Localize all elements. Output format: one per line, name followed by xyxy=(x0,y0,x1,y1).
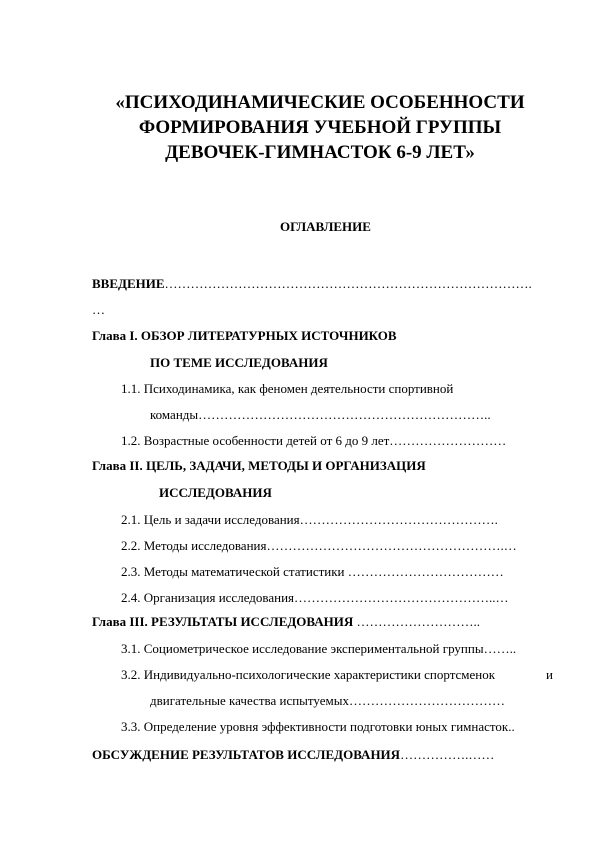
title-line-2: ФОРМИРОВАНИЯ УЧЕБНОЙ ГРУППЫ xyxy=(138,117,502,138)
toc-entry-label: ВВЕДЕНИЕ xyxy=(92,276,165,291)
toc-section-2-3: 2.3. Методы математической статистики ……………………………… xyxy=(121,564,504,579)
toc-discussion xyxy=(92,747,494,763)
toc-chapter-1-line-1: Глава I. ОБЗОР ЛИТЕРАТУРНЫХ ИСТОЧНИКОВ xyxy=(92,328,397,343)
toc-heading: ОГЛАВЛЕНИЕ xyxy=(280,219,371,234)
toc-leader-dots: …………………………………………………………………………. xyxy=(164,276,532,291)
toc-entry-introduction xyxy=(92,276,532,292)
toc-section-3-2-line-2: двигательные качества испытуемых……………………………… xyxy=(150,693,505,708)
toc-section-1-1-line-1: 1.1. Психодинамика, как феномен деятельности спортивной xyxy=(121,381,454,396)
toc-entry-label: Глава III. РЕЗУЛЬТАТЫ ИССЛЕДОВАНИЯ xyxy=(92,614,354,629)
title-line-3: ДЕВОЧЕК-ГИМНАСТОК 6-9 ЛЕТ» xyxy=(165,142,475,163)
toc-chapter-2-line-1: Глава II. ЦЕЛЬ, ЗАДАЧИ, МЕТОДЫ И ОРГАНИЗАЦИЯ xyxy=(92,458,426,473)
document-title xyxy=(60,90,580,165)
toc-section-2-4: 2.4. Организация исследования………………………………………..… xyxy=(121,590,509,605)
toc-section-3-2-conjunction: и xyxy=(546,667,553,682)
toc-chapter-1-line-2: ПО ТЕМЕ ИССЛЕДОВАНИЯ xyxy=(150,355,328,370)
toc-leader-dots: ……………………….. xyxy=(353,614,481,629)
title-line-1: «ПСИХОДИНАМИЧЕСКИЕ ОСОБЕННОСТИ xyxy=(115,92,525,113)
toc-section-2-1: 2.1. Цель и задачи исследования………………………………………. xyxy=(121,512,498,527)
toc-section-3-2-line-1: 3.2. Индивидуально-психологические характеристики спортсменок xyxy=(121,667,496,682)
toc-section-3-1: 3.1. Социометрическое исследование экспериментальной группы…….. xyxy=(121,641,517,656)
toc-chapter-3 xyxy=(92,614,480,630)
toc-section-1-2: 1.2. Возрастные особенности детей от 6 до 9 лет……………………… xyxy=(121,433,507,448)
toc-entry-label: ОБСУЖДЕНИЕ РЕЗУЛЬТАТОВ ИССЛЕДОВАНИЯ xyxy=(92,747,401,762)
toc-leader-continuation: … xyxy=(92,302,105,317)
toc-section-3-3: 3.3. Определение уровня эффективности подготовки юных гимнасток.. xyxy=(121,719,515,734)
toc-section-2-2: 2.2. Методы исследования……………………………………………….… xyxy=(121,538,517,553)
toc-section-1-1-line-2: команды………………………………………………………….. xyxy=(150,407,491,422)
toc-chapter-2-line-2: ИССЛЕДОВАНИЯ xyxy=(159,485,272,500)
toc-leader-dots: …………….…… xyxy=(400,747,495,762)
